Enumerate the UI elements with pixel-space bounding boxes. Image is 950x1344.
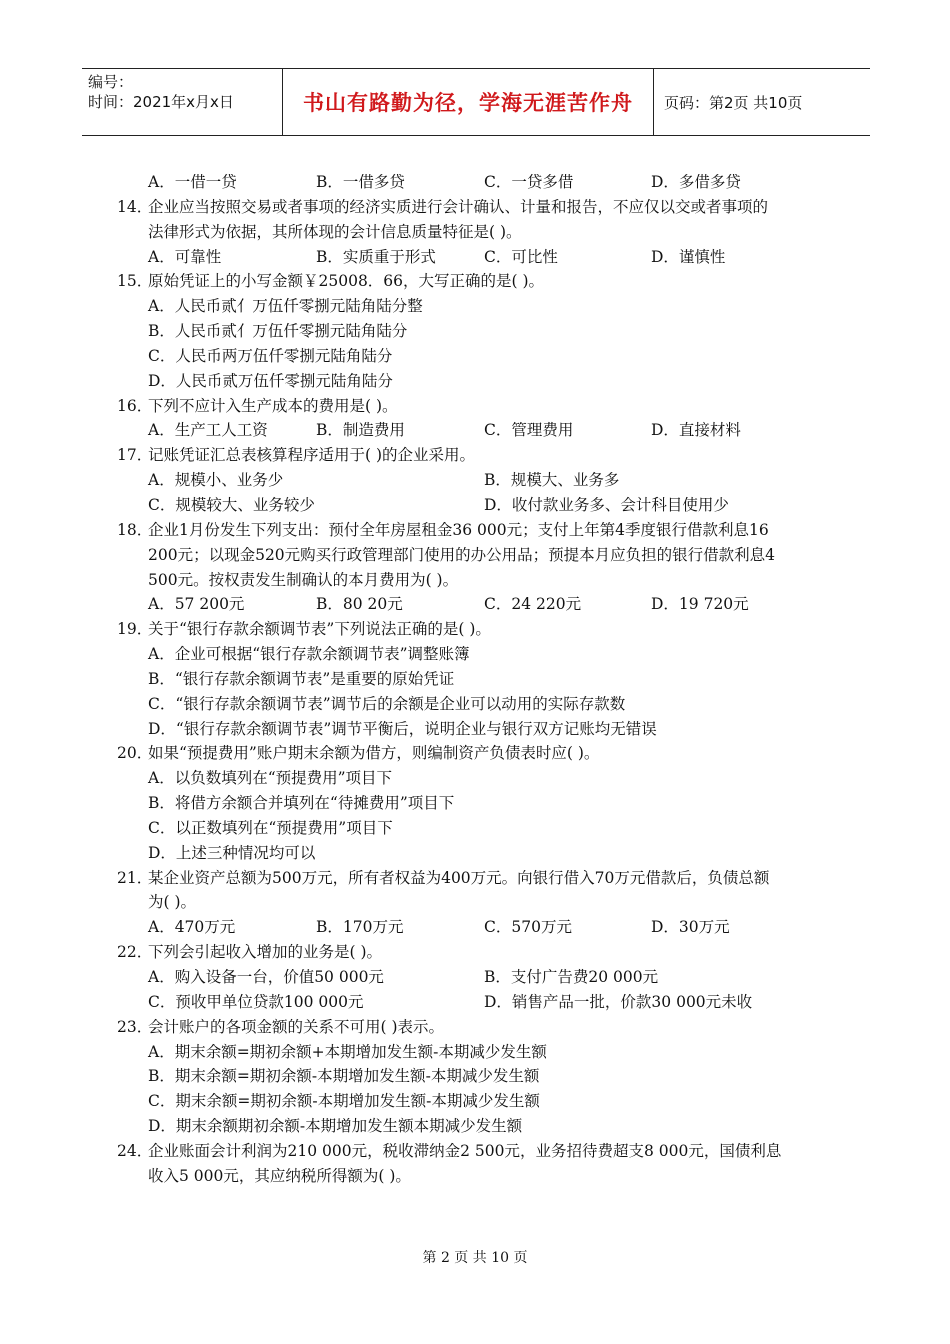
- question-row: [0, 866, 950, 891]
- option-row: [0, 1089, 950, 1114]
- option-row: [0, 418, 950, 443]
- date-label: 时间：2021年x月x日: [88, 93, 234, 111]
- option: C．24 220元: [484, 595, 582, 614]
- option: B．支付广告费20 000元: [484, 968, 659, 986]
- question-number: 18．: [117, 520, 153, 539]
- question-text: 为( )。: [148, 893, 197, 912]
- option-row: [0, 592, 950, 617]
- option: A．购入设备一台，价值50 000元: [148, 968, 384, 986]
- option-row: [0, 717, 950, 742]
- question-row: [0, 617, 950, 642]
- serial-label: 编号：: [88, 73, 134, 91]
- question-row: [0, 741, 950, 766]
- option: B．170万元: [316, 918, 404, 937]
- option-row: [0, 816, 950, 841]
- option-row: [0, 642, 950, 667]
- option-row: [0, 766, 950, 791]
- option: A．期末余额=期初余额+本期增加发生额-本期减少发生额: [148, 1042, 547, 1061]
- option-row: [0, 1064, 950, 1089]
- option-row: [0, 468, 950, 493]
- question-row: [0, 269, 950, 294]
- question-continuation: [0, 568, 950, 593]
- question-continuation: [0, 890, 950, 915]
- option: B．一借多贷: [316, 173, 405, 191]
- question-text: 企业应当按照交易或者事项的经济实质进行会计确认、计量和报告，不应仅以交或者事项的: [148, 197, 769, 216]
- question-number: 23．: [117, 1017, 153, 1036]
- question-continuation: [0, 543, 950, 568]
- question-row: [0, 394, 950, 419]
- question-text: 原始凭证上的小写金额￥25008．66，大写正确的是( )。: [148, 272, 545, 291]
- option: A．可靠性: [148, 247, 222, 266]
- option: A．470万元: [148, 918, 236, 937]
- option-row: [0, 791, 950, 816]
- option-row: [0, 1114, 950, 1139]
- question-row: [0, 443, 950, 468]
- option-row: [0, 319, 950, 344]
- option-row: [0, 990, 950, 1015]
- option: A．生产工人工资: [148, 421, 268, 440]
- option: D．30万元: [651, 918, 730, 937]
- option: B．规模大、业务多: [484, 471, 620, 490]
- option: D．收付款业务多、会计科目使用少: [484, 495, 729, 514]
- question-text: 会计账户的各项金额的关系不可用( )表示。: [148, 1017, 445, 1036]
- option: D．上述三种情况均可以: [148, 843, 316, 862]
- question-text: 记账凭证汇总表核算程序适用于( )的企业采用。: [148, 446, 476, 465]
- option: C．一贷多借: [484, 173, 574, 191]
- option-row: [0, 915, 950, 940]
- option: D．19 720元: [651, 595, 749, 614]
- option: D．谨慎性: [651, 247, 726, 266]
- option: B．将借方余额合并填列在“待摊费用”项目下: [148, 794, 455, 813]
- option: C．人民币两万伍仟零捌元陆角陆分: [148, 346, 393, 365]
- option: A．以负数填列在“预提费用”项目下: [148, 769, 393, 788]
- question-number: 24．: [117, 1141, 153, 1160]
- option: A．人民币贰亻万伍仟零捌元陆角陆分整: [148, 297, 423, 316]
- question-number: 19．: [117, 620, 153, 639]
- option: B．实质重于形式: [316, 247, 436, 266]
- question-number: 20．: [117, 744, 153, 763]
- option: C．570万元: [484, 918, 572, 937]
- option: A．57 200元: [148, 595, 245, 614]
- question-number: 21．: [117, 868, 153, 887]
- option-row: [0, 1040, 950, 1065]
- option: C．规模较大、业务较少: [148, 495, 315, 514]
- question-text: 关于“银行存款余额调节表”下列说法正确的是( )。: [148, 620, 491, 639]
- option: D．人民币贰万伍仟零捌元陆角陆分: [148, 371, 393, 390]
- option: D．销售产品一批，价款30 000元未收: [484, 992, 753, 1011]
- question-number: 14．: [117, 197, 153, 216]
- option-row: [0, 493, 950, 518]
- header-meta: [82, 69, 282, 135]
- option: A．一借一贷: [148, 173, 237, 191]
- question-list: [0, 170, 950, 1189]
- option-row: [0, 294, 950, 319]
- question-number: 17．: [117, 446, 153, 465]
- question-text: 收入5 000元，其应纳税所得额为( )。: [148, 1166, 411, 1185]
- question-text: 200元；以现金520元购买行政管理部门使用的办公用品；预提本月应负担的银行借款利息4: [148, 545, 776, 564]
- header-page-cell: [654, 69, 870, 135]
- option: B．期末余额=期初余额-本期增加发生额-本期减少发生额: [148, 1067, 540, 1086]
- question-row: [0, 1015, 950, 1040]
- option-row: [0, 965, 950, 990]
- header-motto-cell: [282, 69, 654, 135]
- option: D．“银行存款余额调节表”调节平衡后，说明企业与银行双方记账均无错误: [148, 719, 657, 738]
- option: D．期末余额期初余额-本期增加发生额本期减少发生额: [148, 1117, 523, 1136]
- option: B．80 20元: [316, 595, 403, 614]
- option: C．期末余额=期初余额-本期增加发生额-本期减少发生额: [148, 1092, 540, 1111]
- option-row: [0, 170, 950, 195]
- question-row: [0, 940, 950, 965]
- option: C．管理费用: [484, 421, 574, 440]
- option-row: [0, 667, 950, 692]
- page-info: 页码：第2页 共10页: [664, 93, 803, 112]
- question-number: 22．: [117, 943, 153, 962]
- question-text: 如果“预提费用”账户期末余额为借方，则编制资产负债表时应( )。: [148, 744, 600, 763]
- option: D．多借多贷: [651, 173, 741, 191]
- question-text: 企业账面会计利润为210 000元，税收滞纳金2 500元，业务招待费超支8 000元，国债利息: [148, 1141, 782, 1160]
- option: D．直接材料: [651, 421, 741, 440]
- question-text: 企业1月份发生下列支出：预付全年房屋租金36 000元；支付上年第4季度银行借款利息16: [148, 520, 769, 539]
- option-row: [0, 344, 950, 369]
- option-row: [0, 841, 950, 866]
- question-row: [0, 1139, 950, 1164]
- question-text: 下列会引起收入增加的业务是( )。: [148, 943, 383, 962]
- question-row: [0, 518, 950, 543]
- question-text: 下列不应计入生产成本的费用是( )。: [148, 396, 398, 415]
- option-row: [0, 369, 950, 394]
- option: B．人民币贰亻万伍仟零捌元陆角陆分: [148, 322, 408, 341]
- question-number: 15．: [117, 272, 153, 291]
- question-continuation: [0, 1164, 950, 1189]
- question-text: 500元。按权责发生制确认的本月费用为( )。: [148, 570, 459, 589]
- option: C．以正数填列在“预提费用”项目下: [148, 818, 393, 837]
- option: A．企业可根据“银行存款余额调节表”调整账簿: [148, 645, 470, 664]
- page-header: [82, 68, 870, 136]
- option: C．预收甲单位贷款100 000元: [148, 992, 364, 1011]
- option-row: [0, 245, 950, 270]
- question-continuation: [0, 220, 950, 245]
- question-row: [0, 195, 950, 220]
- option: C．“银行存款余额调节表”调节后的余额是企业可以动用的实际存款数: [148, 694, 626, 713]
- question-text: 法律形式为依据，其所体现的会计信息质量特征是( )。: [148, 222, 522, 241]
- page-footer: 第 2 页 共 10 页: [422, 1250, 528, 1266]
- option: B．制造费用: [316, 421, 405, 440]
- option: A．规模小、业务少: [148, 471, 284, 490]
- question-text: 某企业资产总额为500万元，所有者权益为400万元。向银行借入70万元借款后，负债总额: [148, 868, 770, 887]
- option-row: [0, 692, 950, 717]
- option: C．可比性: [484, 247, 558, 266]
- motto-text: 书山有路勤为径，学海无涯苦作舟: [303, 91, 633, 115]
- option: B．“银行存款余额调节表”是重要的原始凭证: [148, 669, 455, 688]
- question-number: 16．: [117, 396, 153, 415]
